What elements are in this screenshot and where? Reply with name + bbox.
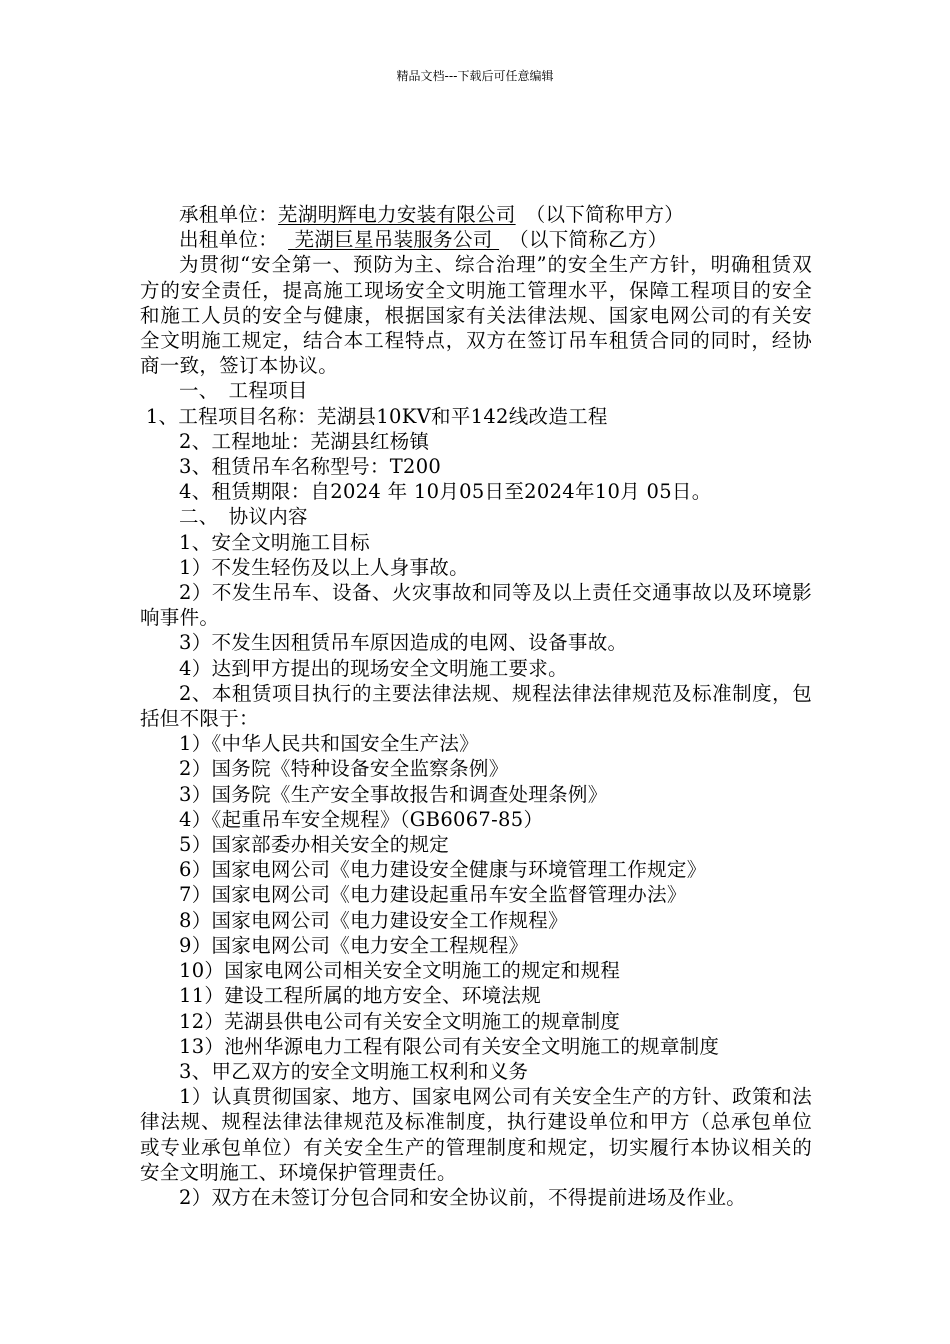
list-item: 3）不发生因租赁吊车原因造成的电网、设备事故。: [179, 631, 628, 655]
lease-period-line: 4、租赁期限：自2024 年 10月05日至2024年10月 05日。: [179, 480, 712, 504]
list-item: 2）不发生吊车、设备、火灾事故和同等及以上责任交通事故以及环境影响事件。: [140, 581, 812, 630]
list-item: 1）认真贯彻国家、地方、国家电网公司有关安全生产的方针、政策和法律法规、规程法律法律规范及标准制度，执行建设单位和甲方（总承包单位或专业承包单位）有关安全生产的管理制度和规定，切实履行本协议相关的安全文明施工、环境保护管理责任。: [140, 1085, 812, 1184]
list-item: 6）国家电网公司《电力建设安全健康与环境管理工作规定》: [179, 858, 707, 882]
list-item: 1）不发生轻伤及以上人身事故。: [179, 555, 469, 579]
sub3-heading: 3、甲乙双方的安全文明施工权利和义务: [179, 1059, 529, 1083]
sub2-heading: 2、本租赁项目执行的主要法律法规、规程法律法律规范及标准制度，包括但不限于：: [140, 681, 812, 731]
list-item: 13）池州华源电力工程有限公司有关安全文明施工的规章制度: [179, 1034, 720, 1058]
list-item: 10）国家电网公司相关安全文明施工的规定和规程: [179, 959, 621, 983]
lessor-label: 出租单位：: [179, 228, 269, 252]
list-item: 5）国家部委办相关安全的规定: [179, 833, 450, 857]
lessee-suffix: （以下简称甲方）: [535, 203, 685, 226]
intro-paragraph: 为贯彻“安全第一、预防为主、综合治理”的安全生产方针，明确租赁双方的安全责任，提高施工现场安全文明施工管理水平，保障工程项目的安全和施工人员的安全与健康，根据国家有关法律法规、国家电网公司的有关安全文明施工规定，结合本工程特点，双方在签订吊车租赁合同的同时，经协商一致，签订本协议。: [140, 253, 812, 378]
list-item: 4）达到甲方提出的现场安全文明施工要求。: [179, 656, 568, 680]
list-item: 12）芜湖县供电公司有关安全文明施工的规章制度: [179, 1009, 621, 1033]
list-item: 11）建设工程所属的地方安全、环境法规: [179, 984, 542, 1008]
sub1-heading: 1、安全文明施工目标: [179, 530, 370, 554]
list-item: 7）国家电网公司《电力建设起重吊车安全监督管理办法》: [179, 883, 687, 907]
lessee-line: [140, 202, 812, 227]
lessor-name: 芜湖巨星吊装服务公司: [288, 228, 500, 252]
project-name-line: 1、工程项目名称：芜湖县10KV和平142线改造工程: [145, 404, 608, 428]
list-item: 8）国家电网公司《电力建设安全工作规程》: [179, 908, 568, 932]
list-item: 3）国务院《生产安全事故报告和调查处理条例》: [179, 782, 608, 806]
project-address-line: 2、工程地址：芜湖县红杨镇: [179, 429, 430, 453]
section2-heading: 二、 协议内容: [179, 505, 308, 529]
list-item: 9）国家电网公司《电力安全工程规程》: [179, 933, 529, 957]
list-item: 1）《中华人民共和国安全生产法》: [179, 732, 479, 756]
list-item: 2）国务院《特种设备安全监察条例》: [179, 757, 509, 781]
list-item: 2）双方在未签订分包合同和安全协议前，不得提前进场及作业。: [179, 1185, 747, 1209]
section1-heading: 一、 工程项目: [179, 379, 308, 403]
document-body: [140, 202, 812, 1210]
lessor-suffix: （以下简称乙方）: [518, 228, 668, 252]
lessor-line: [140, 227, 812, 252]
list-item: 4）《起重吊车安全规程》（GB6067-85）: [179, 807, 544, 831]
lessee-name: 芜湖明辉电力安装有限公司: [278, 203, 516, 226]
page-header: 精品文档---下载后可任意编辑: [396, 69, 554, 83]
crane-model-line: 3、租赁吊车名称型号：T200: [179, 455, 442, 479]
lessee-label: 承租单位：: [179, 203, 279, 226]
